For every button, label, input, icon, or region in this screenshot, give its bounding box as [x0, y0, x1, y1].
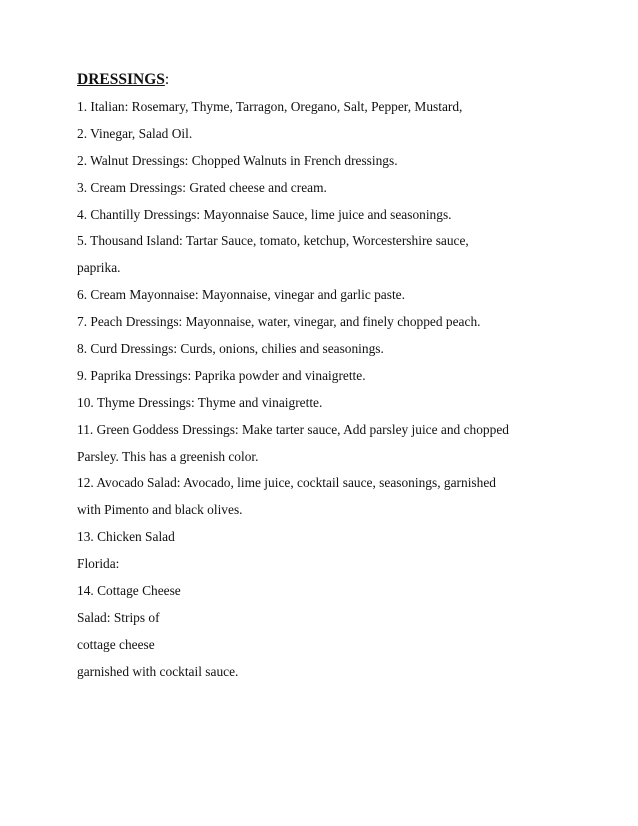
text-line: 14. Cottage Cheese: [77, 583, 181, 599]
heading-title: DRESSINGS: [77, 71, 165, 88]
text-line: 10. Thyme Dressings: Thyme and vinaigrette.: [77, 394, 323, 410]
dressing-list: [77, 94, 617, 686]
text-line: 7. Peach Dressings: Mayonnaise, water, vinegar, and finely chopped peach.: [77, 314, 481, 330]
text-line: cottage cheese: [77, 636, 155, 652]
text-line: 2. Vinegar, Salad Oil.: [77, 125, 193, 141]
text-line: 4. Chantilly Dressings: Mayonnaise Sauce, lime juice and seasonings.: [77, 206, 452, 222]
text-line: with Pimento and black olives.: [77, 502, 243, 518]
section-heading: [77, 70, 617, 90]
text-line: 6. Cream Mayonnaise: Mayonnaise, vinegar and garlic paste.: [77, 287, 405, 303]
text-line: 11. Green Goddess Dressings: Make tarter sauce, Add parsley juice and chopped: [77, 421, 509, 437]
text-line: 13. Chicken Salad: [77, 529, 175, 545]
document-page: [77, 70, 617, 686]
text-line: Salad: Strips of: [77, 609, 160, 625]
text-line: 1. Italian: Rosemary, Thyme, Tarragon, Oregano, Salt, Pepper, Mustard,: [77, 99, 463, 114]
text-line: Parsley. This has a greenish color.: [77, 448, 259, 464]
text-line: 3. Cream Dressings: Grated cheese and cream.: [77, 179, 327, 195]
text-line: 2. Walnut Dressings: Chopped Walnuts in French dressings.: [77, 152, 398, 168]
text-line: Florida:: [77, 556, 120, 572]
text-line: 9. Paprika Dressings: Paprika powder and vinaigrette.: [77, 367, 366, 383]
text-line: garnished with cocktail sauce.: [77, 663, 239, 679]
text-line: paprika.: [77, 260, 121, 276]
text-line: 8. Curd Dressings: Curds, onions, chilies and seasonings.: [77, 341, 384, 357]
heading-colon: :: [164, 71, 170, 88]
text-line: 5. Thousand Island: Tartar Sauce, tomato, ketchup, Worcestershire sauce,: [77, 233, 469, 249]
text-line: 12. Avocado Salad: Avocado, lime juice, cocktail sauce, seasonings, garnished: [77, 475, 496, 491]
